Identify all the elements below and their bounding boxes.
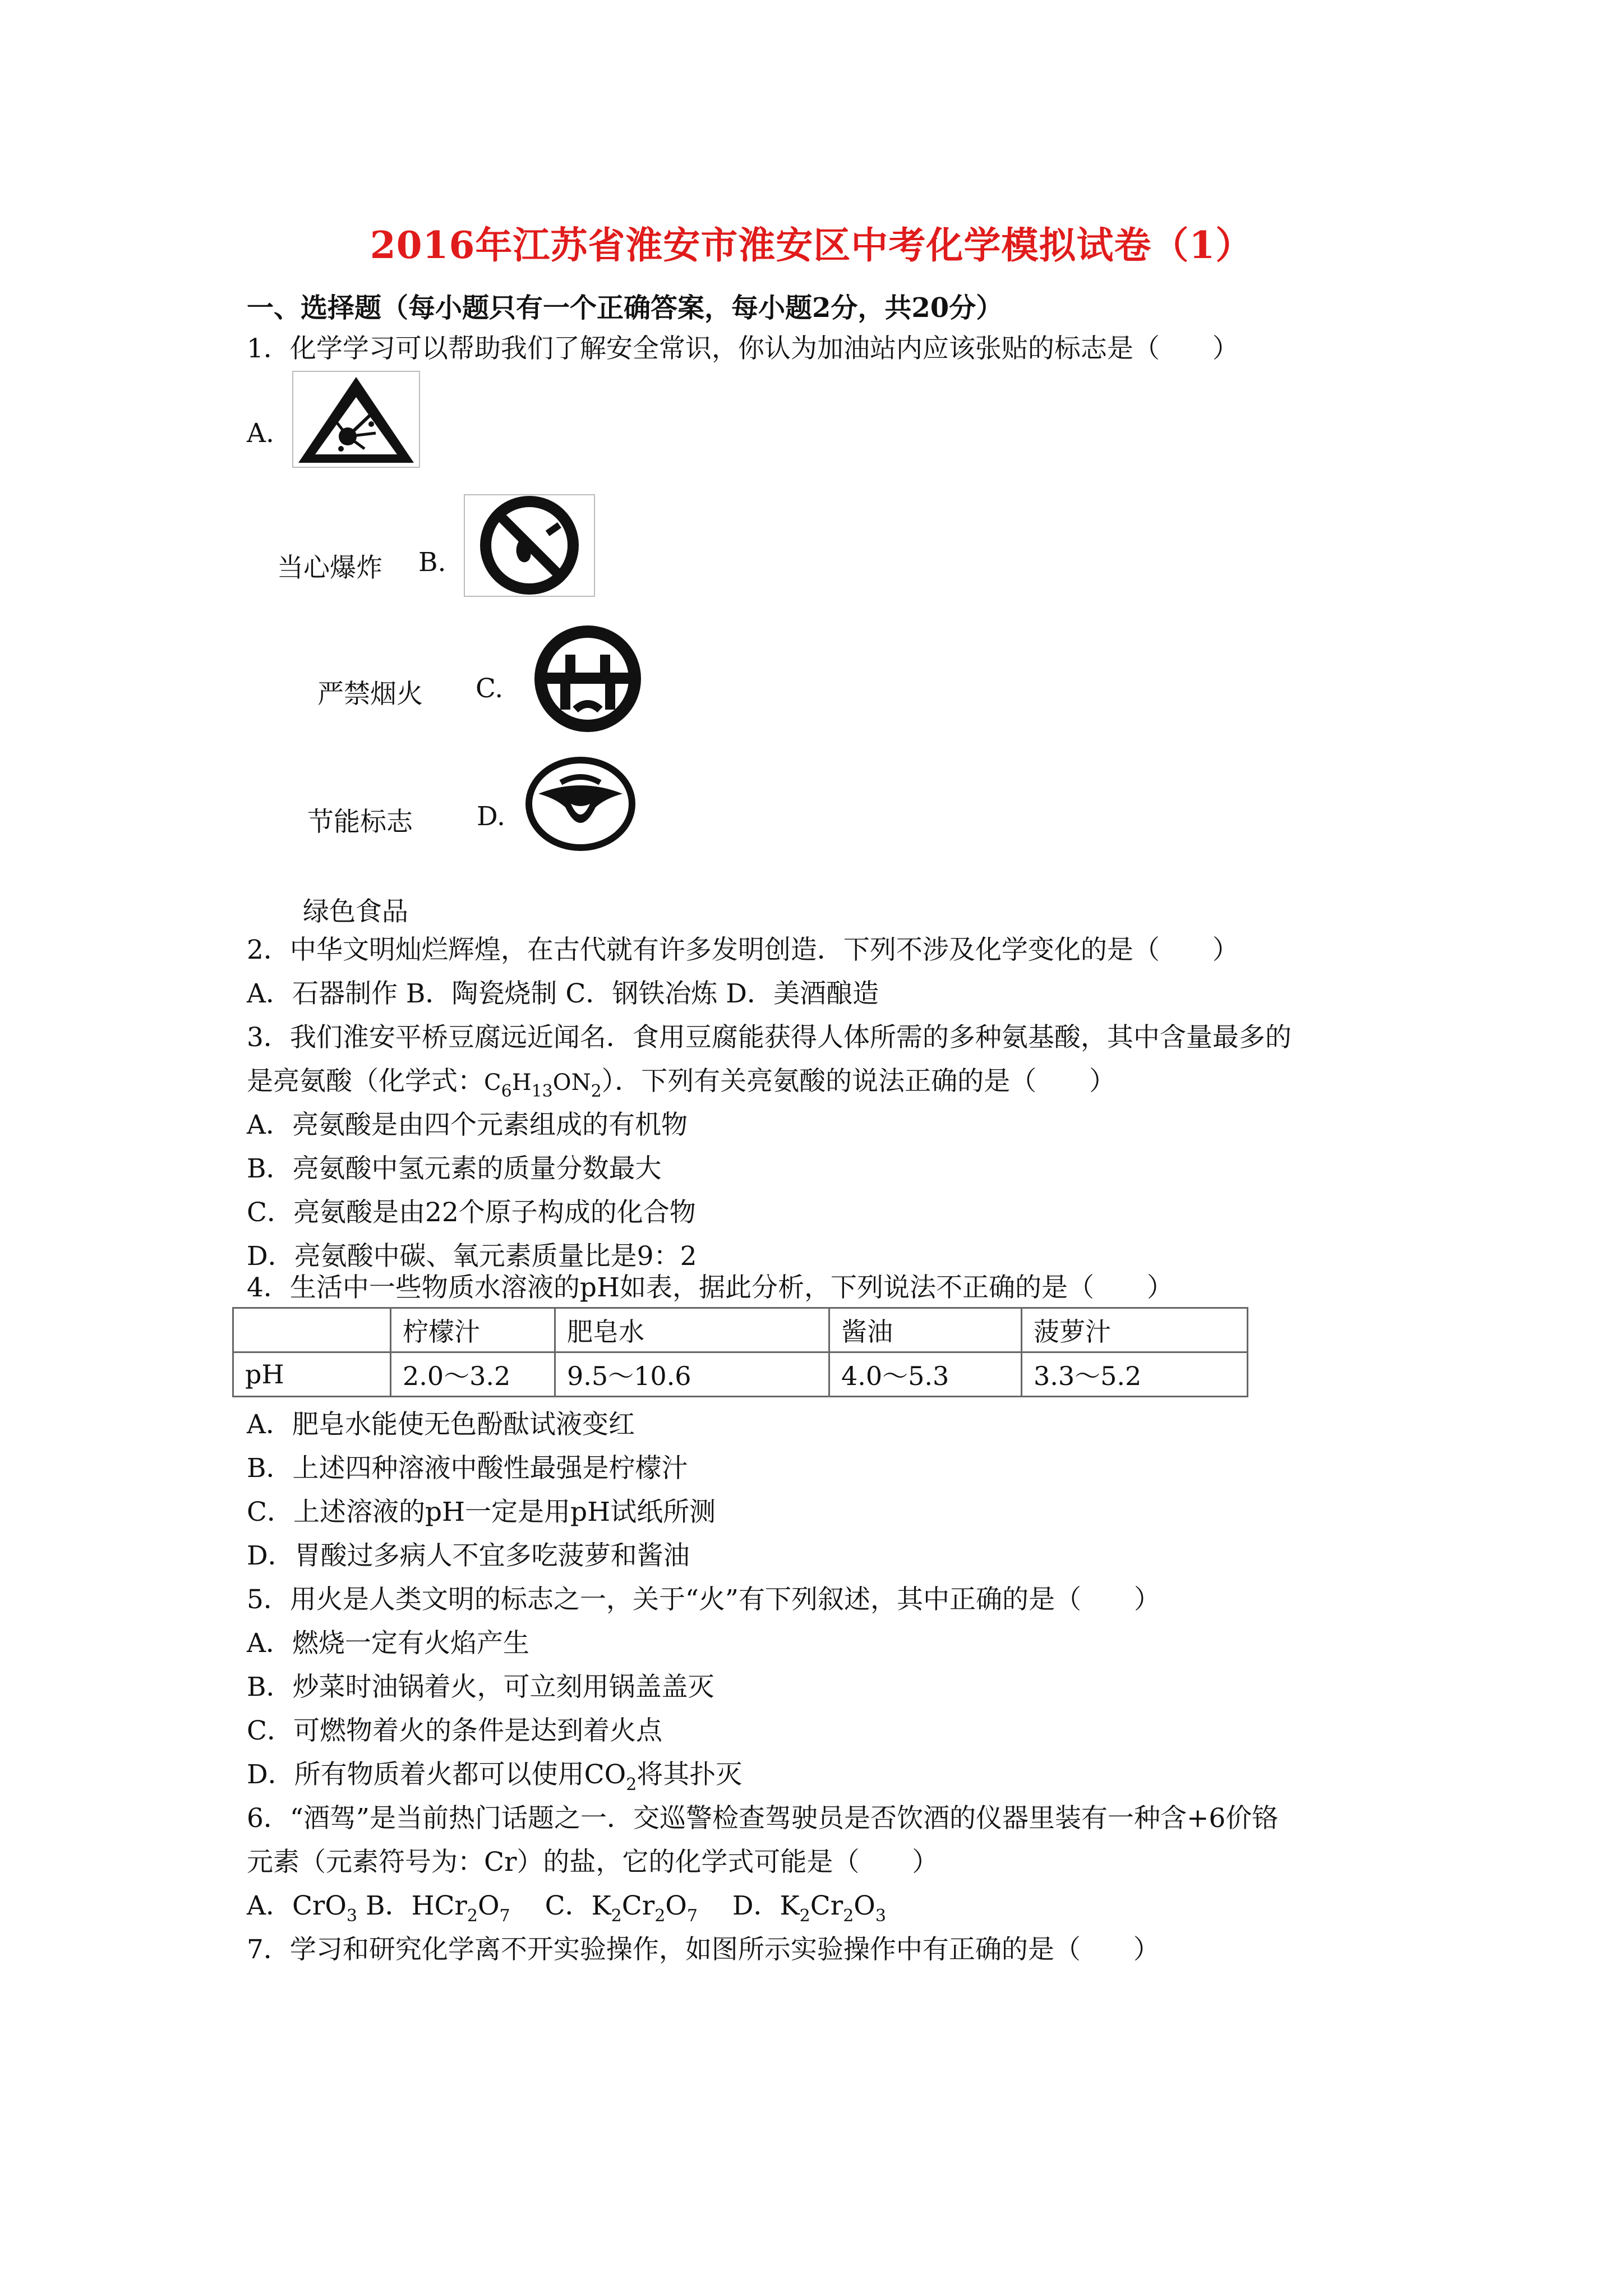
table-header-cell: 肥皂水 xyxy=(555,1308,829,1352)
q3-option-d: D．亮氨酸中碳、氧元素质量比是9：2 xyxy=(247,1241,697,1272)
q4-option-d: D．胃酸过多病人不宜多吃菠萝和酱油 xyxy=(247,1540,690,1571)
q3-stem-line1: 3．我们淮安平桥豆腐远近闻名．食用豆腐能获得人体所需的多种氨基酸，其中含量最多的 xyxy=(247,1022,1292,1053)
q4-stem: 4．生活中一些物质水溶液的pH如表，据此分析，下列说法不正确的是（ ） xyxy=(247,1272,1173,1303)
q4-option-c: C．上述溶液的pH一定是用pH试纸所测 xyxy=(247,1497,716,1527)
q1-option-c-caption: 节能标志 xyxy=(307,807,413,838)
green-food-icon xyxy=(522,754,639,853)
page-title: 2016年江苏省淮安市淮安区中考化学模拟试卷（1） xyxy=(370,223,1253,267)
q6-options: A．CrO$_3$ B．$HCr_2O_7$ C．$K_2Cr_2O_7$ D．$K_2Cr_2O_3$ xyxy=(247,1890,886,1926)
table-cell: pH xyxy=(233,1352,391,1397)
no-fire-icon xyxy=(463,494,596,597)
q1-option-c-label: C. xyxy=(476,673,504,704)
table-row xyxy=(233,1352,1248,1397)
table-cell: 9.5～10.6 xyxy=(555,1352,829,1397)
q2-stem: 2．中华文明灿烂辉煌，在古代就有许多发明创造．下列不涉及化学变化的是（ ） xyxy=(247,935,1239,965)
q3-option-b: B．亮氨酸中氢元素的质量分数最大 xyxy=(247,1153,662,1184)
q3-option-a: A．亮氨酸是由四个元素组成的有机物 xyxy=(247,1110,688,1140)
q3-option-c: C．亮氨酸是由22个原子构成的化合物 xyxy=(247,1197,696,1228)
q1-option-b-label: B. xyxy=(418,547,446,578)
q5-stem: 5．用火是人类文明的标志之一，关于“火”有下列叙述，其中正确的是（ ） xyxy=(247,1584,1160,1615)
q4-option-b: B．上述四种溶液中酸性最强是柠檬汁 xyxy=(247,1453,688,1484)
q6-stem-line1: 6．“酒驾”是当前热门话题之一．交巡警检查驾驶员是否饮酒的仪器里装有一种含+6价铬 xyxy=(247,1803,1279,1834)
q1-option-d-label: D. xyxy=(477,801,505,832)
q1-option-d-caption: 绿色食品 xyxy=(303,896,408,927)
q3-stem-line2 xyxy=(247,1065,1115,1102)
q1-option-a-label: A. xyxy=(247,418,274,449)
table-header-cell: 柠檬汁 xyxy=(391,1308,555,1352)
q1-option-a-caption: 当心爆炸 xyxy=(277,553,382,583)
q1-stem: 1．化学学习可以帮助我们了解安全常识，你认为加油站内应该张贴的标志是（ ） xyxy=(247,333,1239,364)
table-cell: 4.0～5.3 xyxy=(829,1352,1022,1397)
q3-stem-suffix: ）．下列有关亮氨酸的说法正确的是（ ） xyxy=(601,1066,1116,1097)
q6-stem-line2: 元素（元素符号为：Cr）的盐，它的化学式可能是（ ） xyxy=(247,1847,939,1878)
q5-option-b: B．炒菜时油锅着火，可立刻用锅盖盖灭 xyxy=(247,1672,714,1703)
q2-options: A．石器制作 B．陶瓷烧制 C．钢铁冶炼 D．美酒酿造 xyxy=(247,978,879,1009)
explosion-warning-icon xyxy=(292,370,421,468)
table-cell: 2.0～3.2 xyxy=(391,1352,555,1397)
table-cell: 3.3～5.2 xyxy=(1022,1352,1248,1397)
q5-option-d: D．所有物质着火都可以使用$CO_2$将其扑灭 xyxy=(247,1759,743,1795)
q5-option-c: C．可燃物着火的条件是达到着火点 xyxy=(247,1715,662,1746)
q3-stem-prefix: 是亮氨酸（化学式： xyxy=(247,1066,484,1097)
q1-option-b-caption: 严禁烟火 xyxy=(317,679,423,710)
energy-saving-icon xyxy=(520,625,655,732)
table-header-cell xyxy=(233,1308,391,1352)
ph-table xyxy=(232,1307,1248,1397)
table-row xyxy=(233,1308,1248,1352)
leucine-formula: $C_6H_{13}ON_2$ xyxy=(484,1070,602,1101)
q5-option-a: A．燃烧一定有火焰产生 xyxy=(247,1628,529,1659)
table-header-cell: 酱油 xyxy=(829,1308,1022,1352)
table-header-cell: 菠萝汁 xyxy=(1022,1308,1248,1352)
section-heading: 一、选择题（每小题只有一个正确答案，每小题2分，共20分） xyxy=(247,292,1003,324)
q7-stem: 7．学习和研究化学离不开实验操作，如图所示实验操作中有正确的是（ ） xyxy=(247,1934,1160,1965)
q4-option-a: A．肥皂水能使无色酚酞试液变红 xyxy=(247,1409,635,1440)
